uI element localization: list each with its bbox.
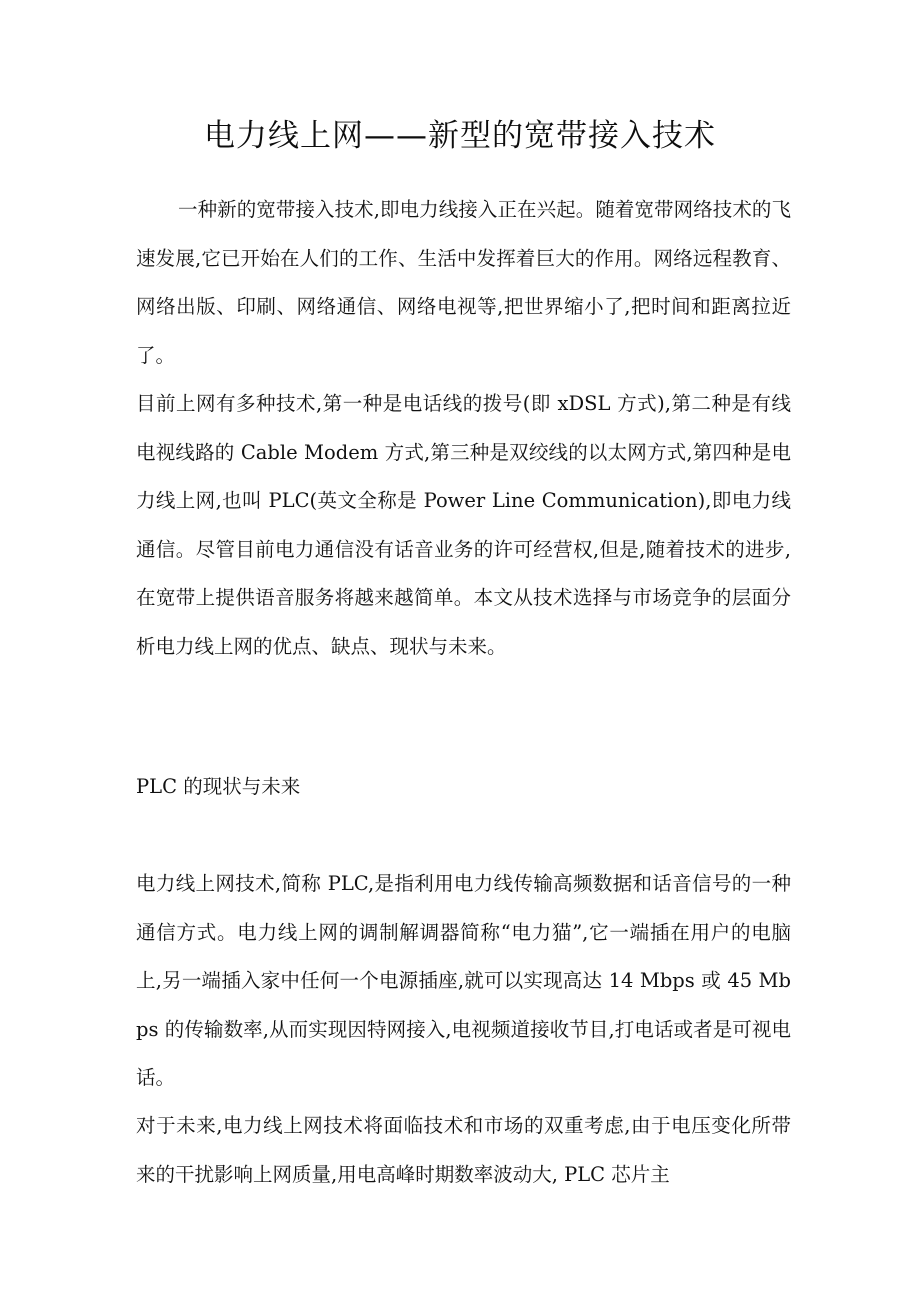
document-title: 电力线上网——新型的宽带接入技术: [204, 118, 716, 154]
access-methods-paragraph: 目前上网有多种技术,第一种是电话线的拨号(即 xDSL 方式),第二种是有线电视线路的 Cable Modem 方式,第三种是双绞线的以太网方式,第四种是电力线上网,也叫 PLC(英文全称是 Power Line Communication),即电力线通信。尽管目前电力通信没有话音业务的许可经营权,但是,随着技术的进步,在宽带上提供语音服务将越来越简单。本文从技术选择与市场竞争的层面分析电力线上网的优点、缺点、现状与未来。: [136, 392, 791, 658]
intro-paragraph: 一种新的宽带接入技术,即电力线接入正在兴起。随着宽带网络技术的飞速发展,它已开始在人们的工作、生活中发挥着巨大的作用。网络远程教育、网络出版、印刷、网络通信、网络电视等,把世界缩小了,把时间和距离拉近了。: [136, 198, 791, 367]
plc-definition-paragraph: 电力线上网技术,简称 PLC,是指利用电力线传输高频数据和话音信号的一种通信方式。电力线上网的调制解调器简称“电力猫”,它一端插在用户的电脑上,另一端插入家中任何一个电源插座,就可以实现高达 14 Mbps 或 45 Mbps 的传输数率,从而实现因特网接入,电视频道接收节目,打电话或者是可视电话。: [136, 872, 791, 1089]
section-heading: PLC 的现状与未来: [136, 775, 301, 798]
future-paragraph: 对于未来,电力线上网技术将面临技术和市场的双重考虑,由于电压变化所带来的干扰影响上网质量,用电高峰时期数率波动大, PLC 芯片主: [136, 1114, 791, 1186]
